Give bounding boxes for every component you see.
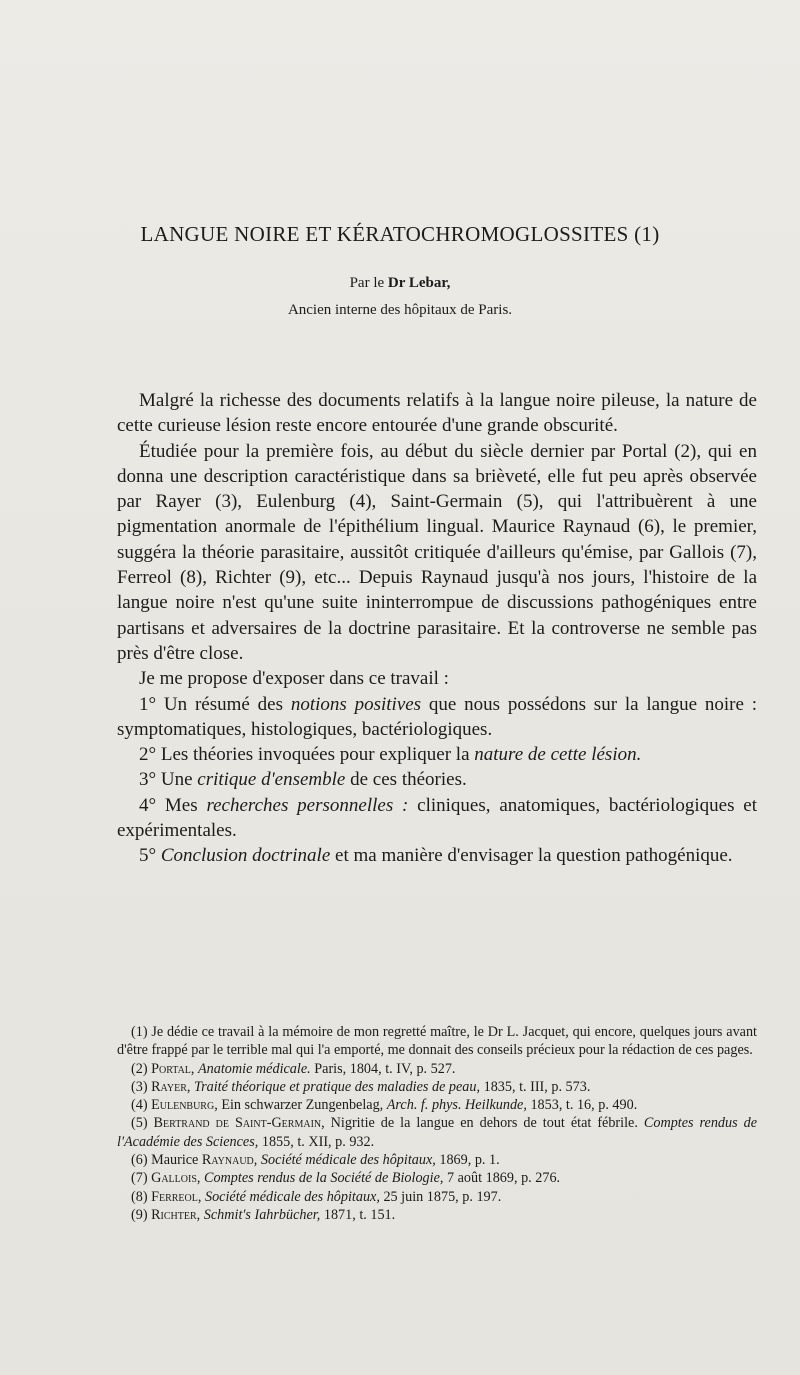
footnote-7 xyxy=(117,1169,757,1187)
plan-item-4 xyxy=(117,793,757,844)
footnote-2 xyxy=(117,1060,757,1078)
footnote-7-ref: 7 août 1869, p. 276. xyxy=(443,1170,561,1187)
plan-item-1 xyxy=(117,692,757,743)
plan-item-1-text: 1° Un résumé des xyxy=(139,693,291,715)
plan-item-1-text-end: que nous possédons sur la langue noire : symptomatiques, histologiques, bactériologiques. xyxy=(117,693,757,740)
footnote-8-ref: 25 juin 1875, p. 197. xyxy=(379,1188,502,1205)
plan-item-2 xyxy=(117,742,757,767)
footnotes xyxy=(117,1023,757,1224)
plan-item-5-emphasis: Conclusion doctrinale xyxy=(160,845,331,867)
footnote-5-num: (5) xyxy=(131,1115,154,1132)
footnote-4-source: Arch. f. phys. Heilkunde, xyxy=(386,1097,527,1114)
footnote-3-source: Traité théorique et pratique des maladies de peau, xyxy=(193,1078,481,1095)
footnote-6-num: (6) Maurice xyxy=(131,1152,202,1169)
footnote-9-num: (9) xyxy=(131,1206,152,1223)
footnote-8-source: Société médicale des hôpitaux, xyxy=(204,1188,380,1205)
footnote-6 xyxy=(117,1151,757,1169)
footnote-7-num: (7) xyxy=(131,1170,152,1187)
footnote-3-sep: , xyxy=(186,1078,194,1095)
author-name: Dr Lebar, xyxy=(387,275,451,291)
footnote-9-source: Schmit's Iahrbücher, xyxy=(203,1206,321,1223)
footnote-2-num: (2) xyxy=(131,1060,152,1077)
footnote-6-ref: 1869, p. 1. xyxy=(435,1152,500,1169)
paragraph-plan-intro: Je me propose d'exposer dans ce travail : xyxy=(139,668,449,690)
footnote-8 xyxy=(117,1188,757,1206)
plan-item-5 xyxy=(117,843,757,868)
footnote-2-author: Portal xyxy=(151,1060,191,1077)
paragraph-intro: Malgré la richesse des documents relatifs à la langue noire pileuse, la nature de cette curieuse lésion reste encore entourée d'une grande obscurité. xyxy=(117,390,757,437)
author-affiliation: Ancien interne des hôpitaux de Paris. xyxy=(287,302,513,318)
footnote-4-ref: 1853, t. 16, p. 490. xyxy=(526,1097,638,1114)
plan-item-3-emphasis: critique d'ensemble xyxy=(197,769,346,791)
plan-item-3-text: 3° Une xyxy=(139,769,198,791)
footnote-2-source: Anatomie médicale. xyxy=(198,1060,311,1077)
footnote-8-num: (8) xyxy=(131,1188,152,1205)
plan-item-3-text-end: de ces théories. xyxy=(345,769,467,791)
footnote-3-num: (3) xyxy=(131,1078,152,1095)
footnote-9-sep: , xyxy=(196,1206,204,1223)
article-body xyxy=(117,388,757,869)
footnote-6-sep: , xyxy=(253,1152,261,1169)
footnote-7-author: Gallois xyxy=(151,1170,197,1187)
footnote-9-ref: 1871, t. 151. xyxy=(320,1206,396,1223)
plan-item-5-text-end: et ma manière d'envisager la question pathogénique. xyxy=(330,845,733,867)
footnote-5-sep: , Nigritie de la langue en dehors de tout état fébrile. xyxy=(321,1115,644,1132)
footnote-2-ref: Paris, 1804, t. IV, p. 527. xyxy=(310,1060,456,1077)
footnote-9 xyxy=(117,1206,757,1224)
byline-prefix: Par le xyxy=(349,275,388,291)
plan-item-5-text: 5° xyxy=(139,845,161,867)
plan-item-1-emphasis: notions positives xyxy=(290,693,422,715)
footnote-6-source: Société médicale des hôpitaux, xyxy=(260,1152,436,1169)
footnote-3 xyxy=(117,1078,757,1096)
footnote-4-author: Eulenburg xyxy=(151,1097,215,1114)
plan-item-4-text: 4° Mes xyxy=(139,794,207,816)
plan-item-2-text: 2° Les théories invoquées pour expliquer la xyxy=(139,744,475,766)
paragraph-history: Étudiée pour la première fois, au début du siècle dernier par Portal (2), qui en donna une description caractéristique dans sa brièveté, elle fut peu après observée par Rayer (3), Eulenburg (4), Saint-Germain (5), qui l'attribuèrent à une pigmentation anormale de l'épithélium lingual. Maurice Raynaud (6), le premier, suggéra la théorie parasitaire, aussitôt critiquée d'ailleurs qu'émise, par Gallois (7), Ferreol (8), Richter (9), etc... Depuis Raynaud jusqu'à nos jours, l'histoire de la langue noire n'est qu'une suite ininterrompue de discussions pathogéniques entre partisans et adversaires de la doctrine parasitaire. Et la controverse ne semble pas près d'être close. xyxy=(117,440,757,664)
footnote-4-sep: , Ein schwarzer Zungenbelag, xyxy=(214,1097,387,1114)
footnote-8-author: Ferreol xyxy=(151,1188,198,1205)
footnote-5-ref: 1855, t. XII, p. 932. xyxy=(258,1133,375,1150)
byline xyxy=(0,275,800,292)
footnote-5-source: Comptes rendus de l'Académie des Sciences, xyxy=(117,1115,758,1150)
footnote-7-sep: , xyxy=(196,1170,204,1187)
plan-item-2-emphasis: nature de cette lésion. xyxy=(474,744,642,766)
footnote-5 xyxy=(117,1114,757,1151)
plan-item-4-text-end: cliniques, anatomiques, bactériologiques et expérimentales. xyxy=(117,794,757,842)
footnote-3-author: Rayer xyxy=(151,1078,187,1095)
footnote-1: (1) Je dédie ce travail à la mémoire de mon regretté maître, le Dr L. Jacquet, qui encore, quelques jours avant d'être frappé par le terrible mal qui l'a emporté, me donnait des conseils précieux pour la rédaction de ces pages. xyxy=(117,1024,757,1059)
footnote-2-sep: , xyxy=(190,1060,199,1077)
footnote-5-author: Bertrand de Saint-Germain xyxy=(153,1115,322,1132)
article-title: LANGUE NOIRE ET KÉRATOCHROMOGLOSSITES (1) xyxy=(140,222,660,246)
footnote-4-num: (4) xyxy=(131,1097,152,1114)
footnote-7-source: Comptes rendus de la Société de Biologie, xyxy=(204,1170,444,1187)
footnote-9-author: Richter xyxy=(151,1206,197,1223)
footnote-4 xyxy=(117,1096,757,1114)
footnote-6-author: Raynaud xyxy=(201,1152,254,1169)
footnote-8-sep: , xyxy=(197,1188,205,1205)
plan-item-4-emphasis: recherches personnelles : xyxy=(206,794,409,816)
plan-item-3 xyxy=(117,767,757,792)
footnote-3-ref: 1835, t. III, p. 573. xyxy=(480,1078,591,1095)
